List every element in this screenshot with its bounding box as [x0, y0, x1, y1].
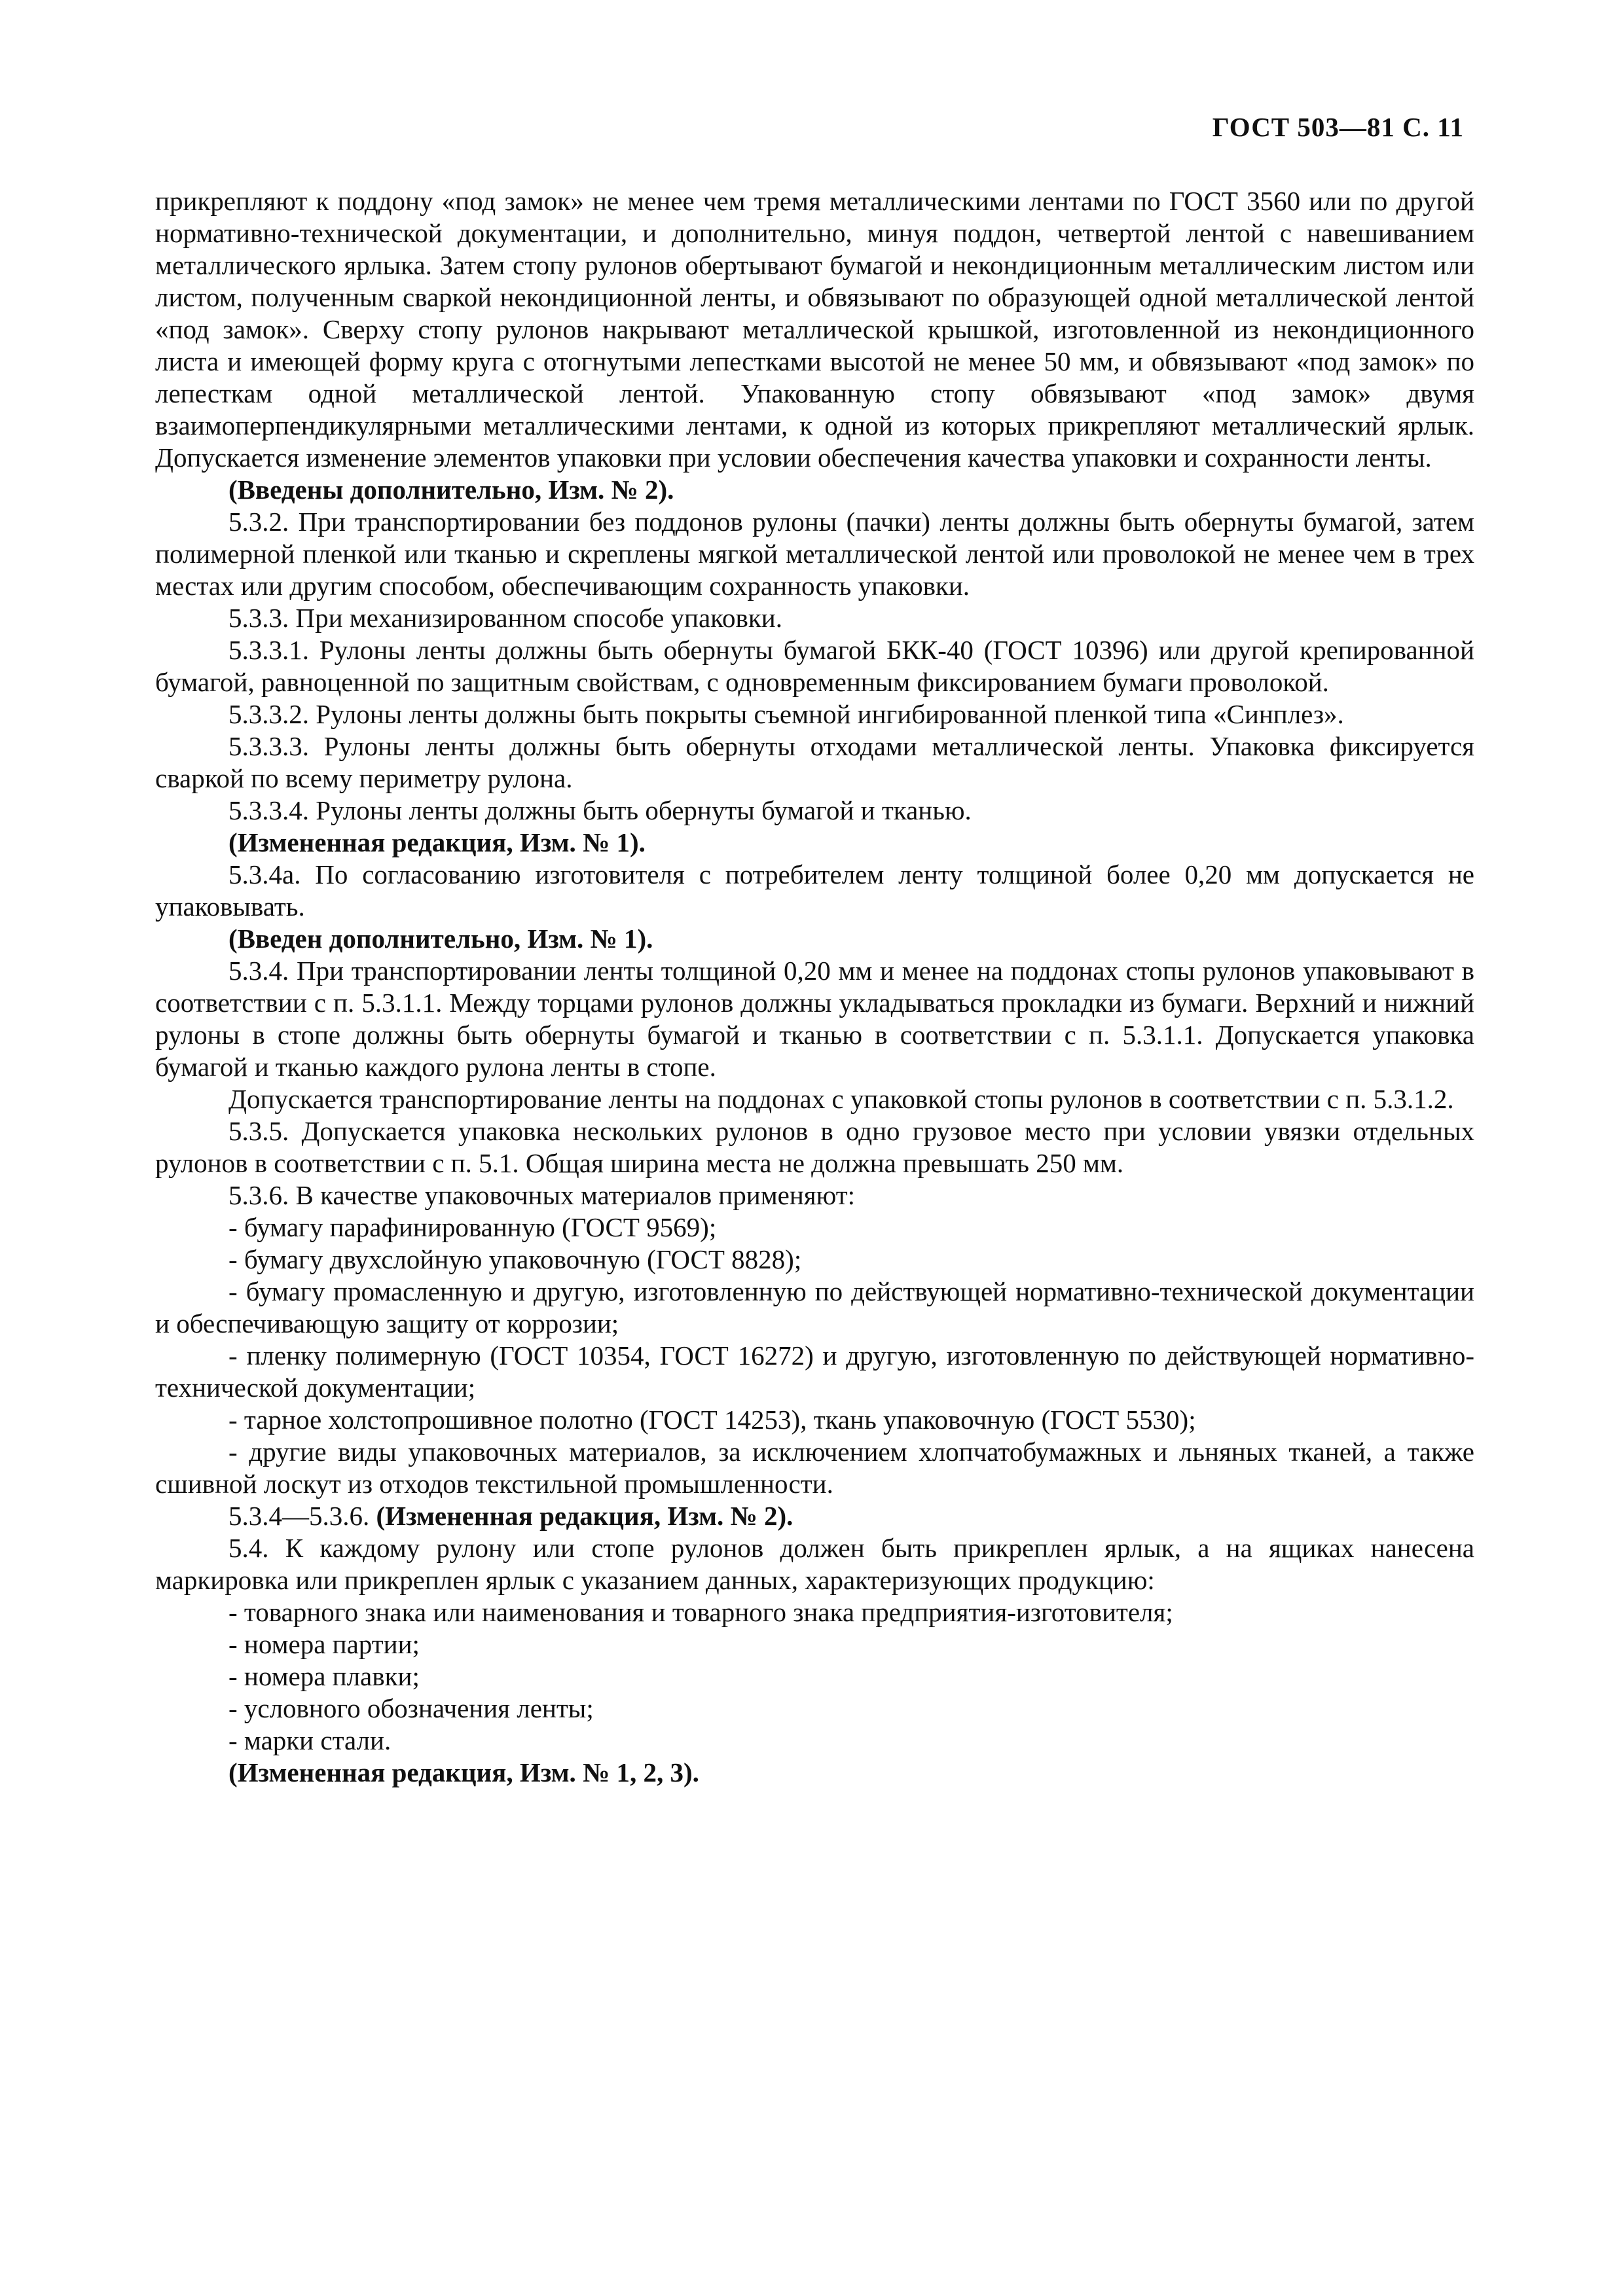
- amendment-note: (Измененная редакция, Изм. № 1, 2, 3).: [228, 1757, 699, 1787]
- list-item: - другие виды упаковочных материалов, за исключением хлопчатобумажных и льняных тканей, а также сшивной лоскут из отходов текстильной промышленности.: [155, 1437, 1474, 1499]
- amendment-range-note: [155, 1500, 1474, 1532]
- list-item: - товарного знака или наименования и товарного знака предприятия-изготовителя;: [228, 1597, 1173, 1627]
- paragraph-5-3-3-4: 5.3.3.4. Рулоны ленты должны быть обернуты бумагой и тканью.: [228, 795, 972, 825]
- amendment-note: (Введен дополнительно, Изм. № 1).: [228, 924, 653, 954]
- list-item: - номера плавки;: [228, 1661, 420, 1691]
- amendment-range: 5.3.4—5.3.6.: [228, 1501, 370, 1531]
- paragraph-5-3-6: 5.3.6. В качестве упаковочных материалов применяют:: [228, 1180, 856, 1210]
- list-item: - тарное холстопрошивное полотно (ГОСТ 14253), ткань упаковочную (ГОСТ 5530);: [228, 1405, 1196, 1435]
- paragraph-5-3-3-1: 5.3.3.1. Рулоны ленты должны быть обернуты бумагой БКК-40 (ГОСТ 10396) или другой крепированной бумагой, равноценной по защитным свойствам, с одновременным фиксированием бумаги проволокой.: [155, 635, 1474, 697]
- page-header: ГОСТ 503—81 С. 11: [1212, 112, 1464, 142]
- paragraph-5-3-4: 5.3.4. При транспортировании ленты толщиной 0,20 мм и менее на поддонах стопы рулонов упаковывают в соответствии с п. 5.3.1.1. Между торцами рулонов должны укладываться прокладки из бумаги. Верхний и нижний рулоны в стопе должны быть обернуты бумагой и тканью в соответствии с п. 5.3.1.1. Допускается упаковка бумагой и тканью каждого рулона ленты в стопе.: [155, 956, 1474, 1082]
- document-body: [155, 185, 1474, 1789]
- list-item: - условного обозначения ленты;: [228, 1693, 594, 1723]
- paragraph-5-3-3: 5.3.3. При механизированном способе упаковки.: [228, 603, 782, 633]
- list-item: - номера партии;: [228, 1629, 420, 1659]
- paragraph-5-3-3-2: 5.3.3.2. Рулоны ленты должны быть покрыты съемной ингибированной пленкой типа «Синплез».: [228, 699, 1344, 729]
- paragraph-5-3-1-continued: прикрепляют к поддону «под замок» не менее чем тремя металлическими лентами по ГОСТ 3560 или по другой нормативно-технической документации, и дополнительно, минуя поддон, четвертой лентой с навешиванием металлического ярлыка. Затем стопу рулонов обертывают бумагой и некондиционным металлическим листом или листом, полученным сваркой некондиционной ленты, и обвязывают по образующей одной металлической лентой «под замок». Сверху стопу рулонов накрывают металлической крышкой, изготовленной из некондиционного листа и имеющей форму круга с отогнутыми лепестками высотой не менее 50 мм, и обвязывают «под замок» по лепесткам одной металлической лентой. Упакованную стопу обвязывают «под замок» двумя взаимоперпендикулярными металлическими лентами, к одной из которых прикрепляют металлический ярлык. Допускается изменение элементов упаковки при условии обеспечения качества упаковки и сохранности ленты.: [155, 186, 1474, 473]
- list-item: - бумагу парафинированную (ГОСТ 9569);: [228, 1212, 717, 1242]
- list-item: - бумагу двухслойную упаковочную (ГОСТ 8828);: [228, 1244, 802, 1274]
- paragraph-5-4: 5.4. К каждому рулону или стопе рулонов должен быть прикреплен ярлык, а на ящиках нанесена маркировка или прикреплен ярлык с указанием данных, характеризующих продукцию:: [155, 1533, 1474, 1595]
- paragraph-5-3-4a: 5.3.4а. По согласованию изготовителя с потребителем ленту толщиной более 0,20 мм допускается не упаковывать.: [155, 859, 1474, 922]
- amendment-note: (Введены дополнительно, Изм. № 2).: [228, 475, 674, 505]
- list-item: - марки стали.: [228, 1725, 392, 1755]
- amendment-note: (Измененная редакция, Изм. № 2).: [376, 1501, 793, 1531]
- paragraph-5-3-5: 5.3.5. Допускается упаковка нескольких рулонов в одно грузовое место при условии увязки отдельных рулонов в соответствии с п. 5.1. Общая ширина места не должна превышать 250 мм.: [155, 1116, 1474, 1178]
- paragraph-5-3-3-3: 5.3.3.3. Рулоны ленты должны быть обернуты отходами металлической ленты. Упаковка фиксируется сваркой по всему периметру рулона.: [155, 731, 1474, 793]
- paragraph-5-3-4-continued: Допускается транспортирование ленты на поддонах с упаковкой стопы рулонов в соответствии с п. 5.3.1.2.: [228, 1084, 1454, 1114]
- list-item: - пленку полимерную (ГОСТ 10354, ГОСТ 16272) и другую, изготовленную по действующей нормативно-технической документации;: [155, 1340, 1474, 1403]
- amendment-note: (Измененная редакция, Изм. № 1).: [228, 827, 646, 857]
- list-item: - бумагу промасленную и другую, изготовленную по действующей нормативно-технической документации и обеспечивающую защиту от коррозии;: [155, 1276, 1474, 1338]
- paragraph-5-3-2: 5.3.2. При транспортировании без поддонов рулоны (пачки) ленты должны быть обернуты бумагой, затем полимерной пленкой или тканью и скреплены мягкой металлической лентой или проволокой не менее чем в трех местах или другим способом, обеспечивающим сохранность упаковки.: [155, 507, 1474, 601]
